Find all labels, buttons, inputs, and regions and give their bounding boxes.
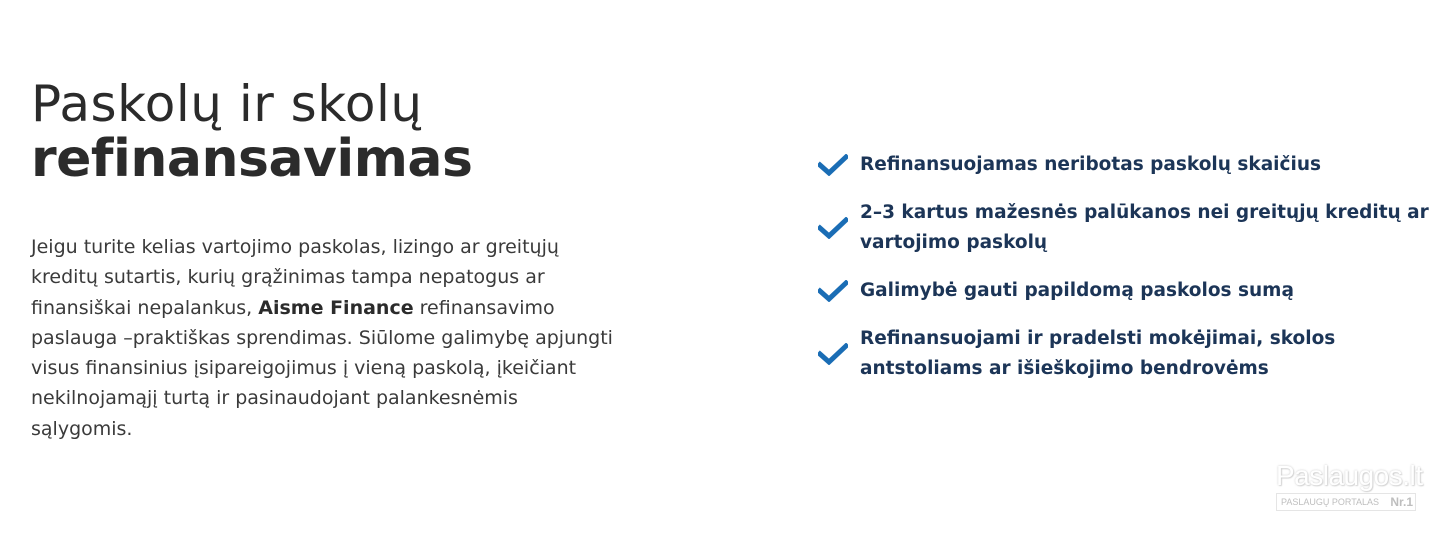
intro-paragraph xyxy=(31,232,681,444)
intro-line xyxy=(31,293,681,323)
intro-line: visus finansinius įsipareigojimus į vieną paskolą, įkeičiant xyxy=(31,357,577,380)
feature-text xyxy=(860,276,1294,306)
check-icon xyxy=(818,217,848,239)
intro-line: sąlygomis. xyxy=(31,417,133,440)
check-icon xyxy=(818,154,848,176)
watermark-badge: Nr.1 xyxy=(1390,495,1413,509)
check-icon xyxy=(818,280,848,302)
feature-item xyxy=(818,150,1433,180)
page-title-line-1: Paskolų ir skolų xyxy=(31,75,423,133)
intro-line: Jeigu turite kelias vartojimo paskolas, lizingo ar greitųjų xyxy=(31,236,559,258)
watermark-logo xyxy=(1276,460,1423,513)
intro-text: finansiškai nepalankus, xyxy=(31,296,253,319)
watermark-bar xyxy=(1276,493,1416,511)
feature-item xyxy=(818,324,1433,384)
watermark-subtitle: PASLAUGŲ PORTALAS xyxy=(1281,497,1380,507)
feature-line: Refinansuojamas neribotas paskolų skaičius xyxy=(860,154,1322,175)
feature-line: antstoliams ar išieškojimo bendrovėms xyxy=(860,358,1269,379)
feature-line: Galimybė gauti papildomą paskolos sumą xyxy=(860,280,1294,301)
feature-item xyxy=(818,198,1433,258)
watermark-brand: Paslaugos.lt xyxy=(1276,460,1423,491)
feature-list xyxy=(818,150,1433,402)
feature-line: 2–3 kartus mažesnės palūkanos nei greitųjų kreditų ar xyxy=(860,202,1429,223)
intro-text: refinansavimo xyxy=(419,296,555,319)
feature-item xyxy=(818,276,1433,306)
content-left xyxy=(31,76,671,444)
intro-line: paslauga –praktiškas sprendimas. Siūlome galimybę apjungti xyxy=(31,326,613,349)
company-name: Aisme Finance xyxy=(258,296,414,319)
feature-line: Refinansuojami ir pradelsti mokėjimai, skolos xyxy=(860,328,1336,349)
feature-text xyxy=(860,198,1429,258)
page-title-line-2: refinansavimas xyxy=(31,129,473,189)
check-icon xyxy=(818,343,848,365)
intro-line: nekilnojamąjį turtą ir pasinaudojant palankesnėmis xyxy=(31,387,518,410)
intro-line: kreditų sutartis, kurių grąžinimas tampa nepatogus ar xyxy=(31,266,545,289)
feature-line: vartojimo paskolų xyxy=(860,232,1048,253)
feature-text xyxy=(860,150,1321,180)
feature-text xyxy=(860,324,1335,384)
